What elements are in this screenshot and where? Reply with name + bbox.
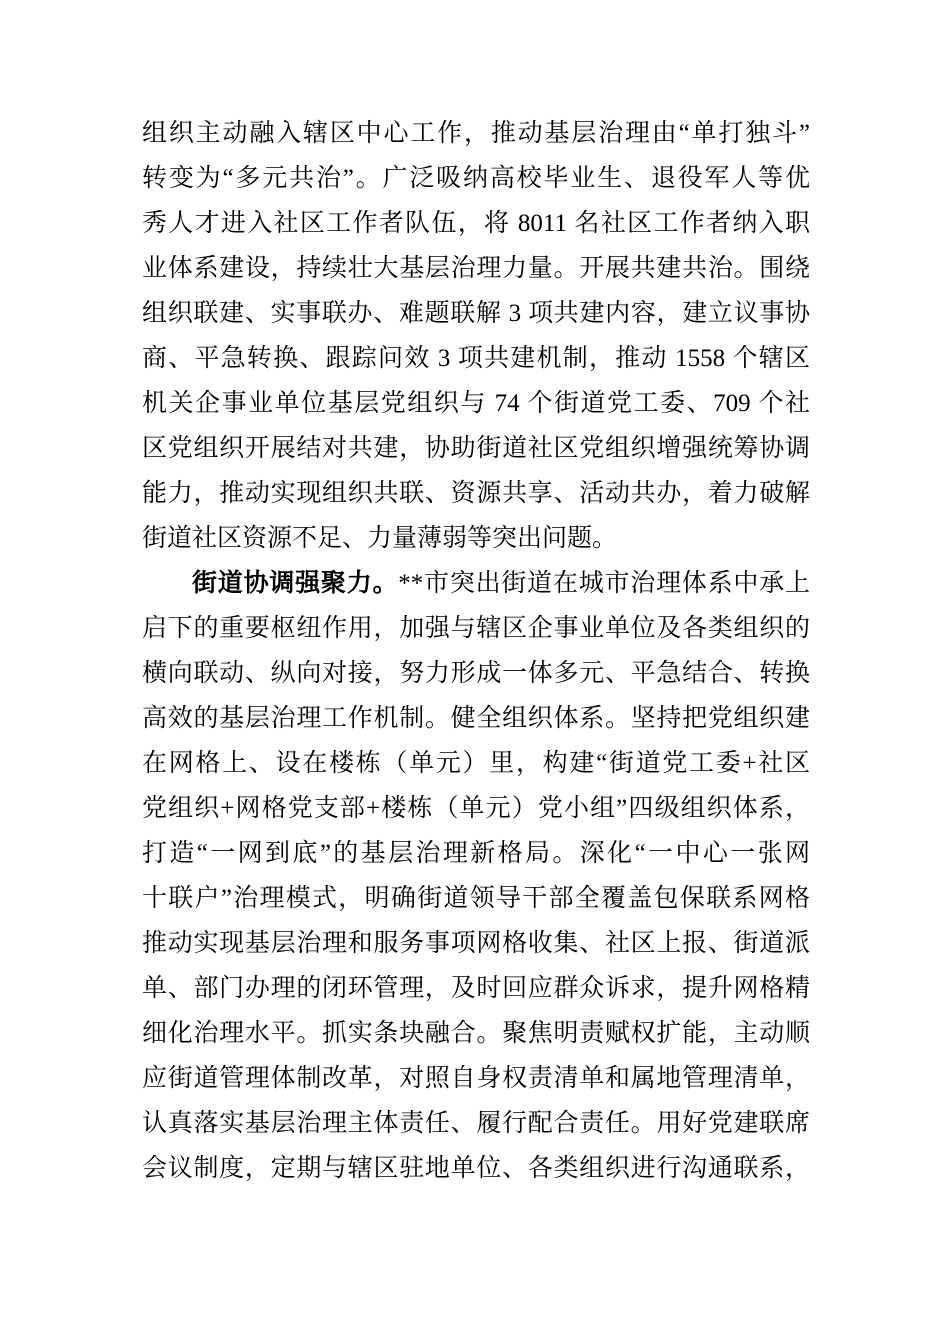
line-text: **市突出街道在城市治理体系中承上 (398, 570, 810, 597)
text-line: 党组织+网格党支部+楼栋（单元）党小组”四级组织体系， (142, 795, 810, 822)
text-line: 细化治理水平。抓实条块融合。聚焦明责赋权扩能，主动顺 (142, 1020, 810, 1047)
paragraph-continuation (142, 111, 810, 561)
text-line: 秀人才进入社区工作者队伍，将 8011 名社区工作者纳入职 (142, 210, 810, 237)
text-line: 转变为“多元共治”。广泛吸纳高校毕业生、退役军人等优 (142, 165, 810, 192)
text-line: 组织联建、实事联办、难题联解 3 项共建内容，建立议事协 (142, 300, 810, 327)
text-line: 在网格上、设在楼栋（单元）里，构建“街道党工委+社区 (142, 750, 810, 777)
text-block (142, 111, 810, 1191)
text-line: 商、平急转换、跟踪问效 3 项共建机制，推动 1558 个辖区 (142, 345, 810, 372)
text-line: 十联户”治理模式，明确街道领导干部全覆盖包保联系网格 (142, 885, 810, 912)
text-line: 会议制度，定期与辖区驻地单位、各类组织进行沟通联系， (142, 1155, 810, 1182)
text-line: 打造“一网到底”的基层治理新格局。深化“一中心一张网 (142, 840, 810, 867)
paragraph-street-coordination (142, 561, 810, 1191)
text-line: 应街道管理体制改革，对照自身权责清单和属地管理清单， (142, 1065, 810, 1092)
text-line: 高效的基层治理工作机制。健全组织体系。坚持把党组织建 (142, 705, 810, 732)
text-line: 单、部门办理的闭环管理，及时回应群众诉求，提升网格精 (142, 975, 810, 1002)
text-line (142, 561, 810, 606)
bold-lead-in: 街道协调强聚力。 (192, 570, 399, 597)
text-line: 认真落实基层治理主体责任、履行配合责任。用好党建联席 (142, 1110, 810, 1137)
text-line: 区党组织开展结对共建，协助街道社区党组织增强统筹协调 (142, 435, 810, 462)
text-line: 机关企事业单位基层党组织与 74 个街道党工委、709 个社 (142, 390, 810, 417)
text-line: 业体系建设，持续壮大基层治理力量。开展共建共治。围绕 (142, 255, 810, 282)
text-line: 组织主动融入辖区中心工作，推动基层治理由“单打独斗” (142, 120, 810, 147)
text-line: 启下的重要枢纽作用，加强与辖区企事业单位及各类组织的 (142, 615, 810, 642)
text-line: 能力，推动实现组织共联、资源共享、活动共办，着力破解 (142, 480, 810, 507)
text-line: 街道社区资源不足、力量薄弱等突出问题。 (142, 525, 618, 552)
text-line: 推动实现基层治理和服务事项网格收集、社区上报、街道派 (142, 930, 810, 957)
text-line: 横向联动、纵向对接，努力形成一体多元、平急结合、转换 (142, 660, 810, 687)
